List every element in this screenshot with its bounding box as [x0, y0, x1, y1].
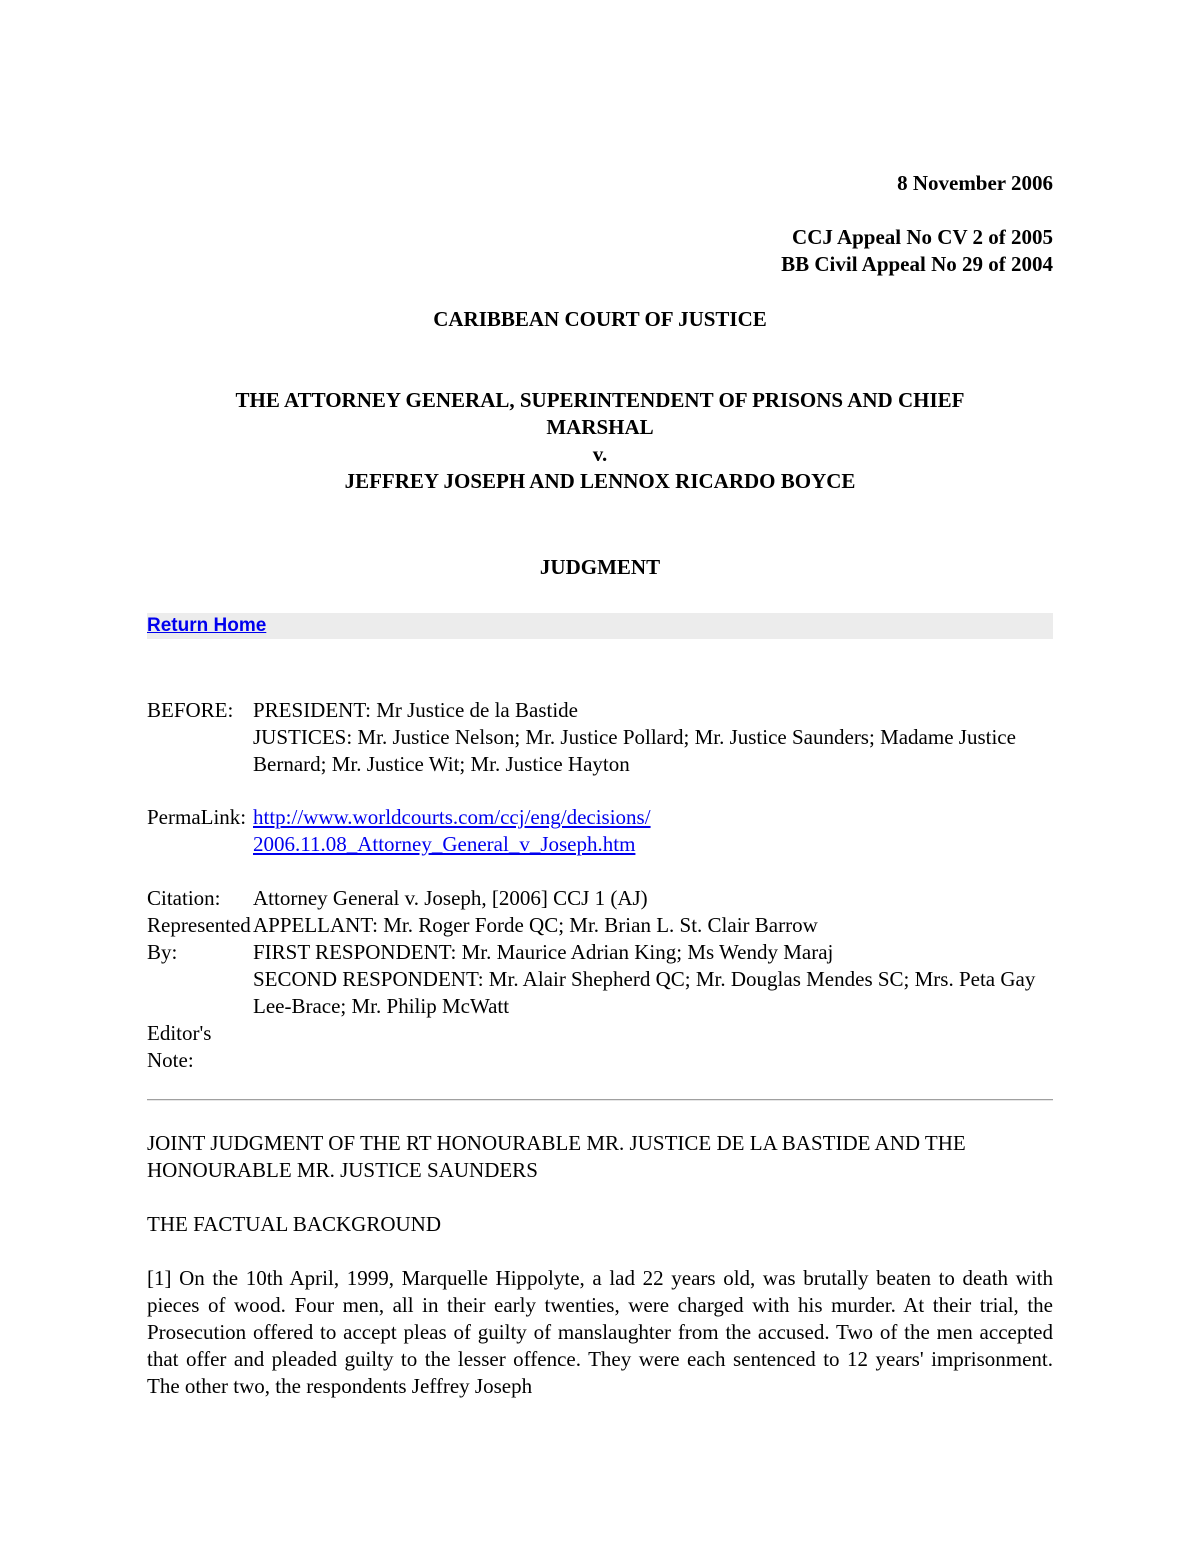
- represented-label: Represented By:: [147, 913, 251, 964]
- court-name: CARIBBEAN COURT OF JUSTICE: [433, 307, 767, 331]
- versus: v.: [592, 442, 608, 466]
- before-label: BEFORE:: [147, 698, 234, 722]
- joint-judgment-heading: JOINT JUDGMENT OF THE RT HONOURABLE MR. JUSTICE DE LA BASTIDE AND THE HONOURABLE MR. JUSTICE SAUNDERS: [147, 1131, 966, 1182]
- judgment-date: 8 November 2006: [897, 171, 1053, 195]
- paragraph-1: [1] On the 10th April, 1999, Marquelle Hippolyte, a lad 22 years old, was brutally beaten to death with pieces of wood. Four men, all in their early twenties, were charged with his murder. At their trial, the Prosecution offered to accept pleas of guilty of manslaughter from the accused. Two of the men accepted that offer and pleaded guilty to the lesser offence. They were each sentenced to 12 years' imprisonment. The other two, the respondents Jeffrey Joseph: [147, 1266, 1053, 1398]
- appellant-counsel: APPELLANT: Mr. Roger Forde QC; Mr. Brian L. St. Clair Barrow: [253, 913, 818, 937]
- editors-note-label: Editor's Note:: [147, 1021, 212, 1072]
- document-type: JUDGMENT: [539, 555, 661, 579]
- bb-appeal-number: BB Civil Appeal No 29 of 2004: [781, 252, 1053, 276]
- permalink-link-line1[interactable]: http://www.worldcourts.com/ccj/eng/decisions/: [253, 805, 651, 829]
- appellant-parties: THE ATTORNEY GENERAL, SUPERINTENDENT OF PRISONS AND CHIEF MARSHAL: [235, 388, 965, 439]
- respondent-parties: JEFFREY JOSEPH AND LENNOX RICARDO BOYCE: [344, 469, 856, 493]
- justices: JUSTICES: Mr. Justice Nelson; Mr. Justice Pollard; Mr. Justice Saunders; Madame Justice Bernard; Mr. Justice Wit; Mr. Justice Hayton: [253, 725, 1016, 776]
- citation-label: Citation:: [147, 886, 221, 910]
- president: PRESIDENT: Mr Justice de la Bastide: [253, 698, 578, 722]
- return-home-link[interactable]: Return Home: [147, 615, 267, 636]
- horizontal-divider: [147, 1099, 1053, 1101]
- return-home-bar: [147, 613, 1053, 639]
- permalink-link-line2[interactable]: 2006.11.08_Attorney_General_v_Joseph.htm: [253, 832, 636, 856]
- represented-value: [253, 912, 1053, 1020]
- permalink-value: [253, 804, 1053, 858]
- citation-value: Attorney General v. Joseph, [2006] CCJ 1 (AJ): [253, 886, 648, 910]
- section-heading: THE FACTUAL BACKGROUND: [147, 1212, 441, 1236]
- before-value: [253, 697, 1053, 778]
- permalink-label: PermaLink:: [147, 805, 247, 829]
- second-respondent-counsel: SECOND RESPONDENT: Mr. Alair Shepherd QC; Mr. Douglas Mendes SC; Mrs. Peta Gay Lee-Brace; Mr. Philip McWatt: [253, 967, 1036, 1018]
- first-respondent-counsel: FIRST RESPONDENT: Mr. Maurice Adrian King; Ms Wendy Maraj: [253, 940, 834, 964]
- ccj-appeal-number: CCJ Appeal No CV 2 of 2005: [792, 225, 1053, 249]
